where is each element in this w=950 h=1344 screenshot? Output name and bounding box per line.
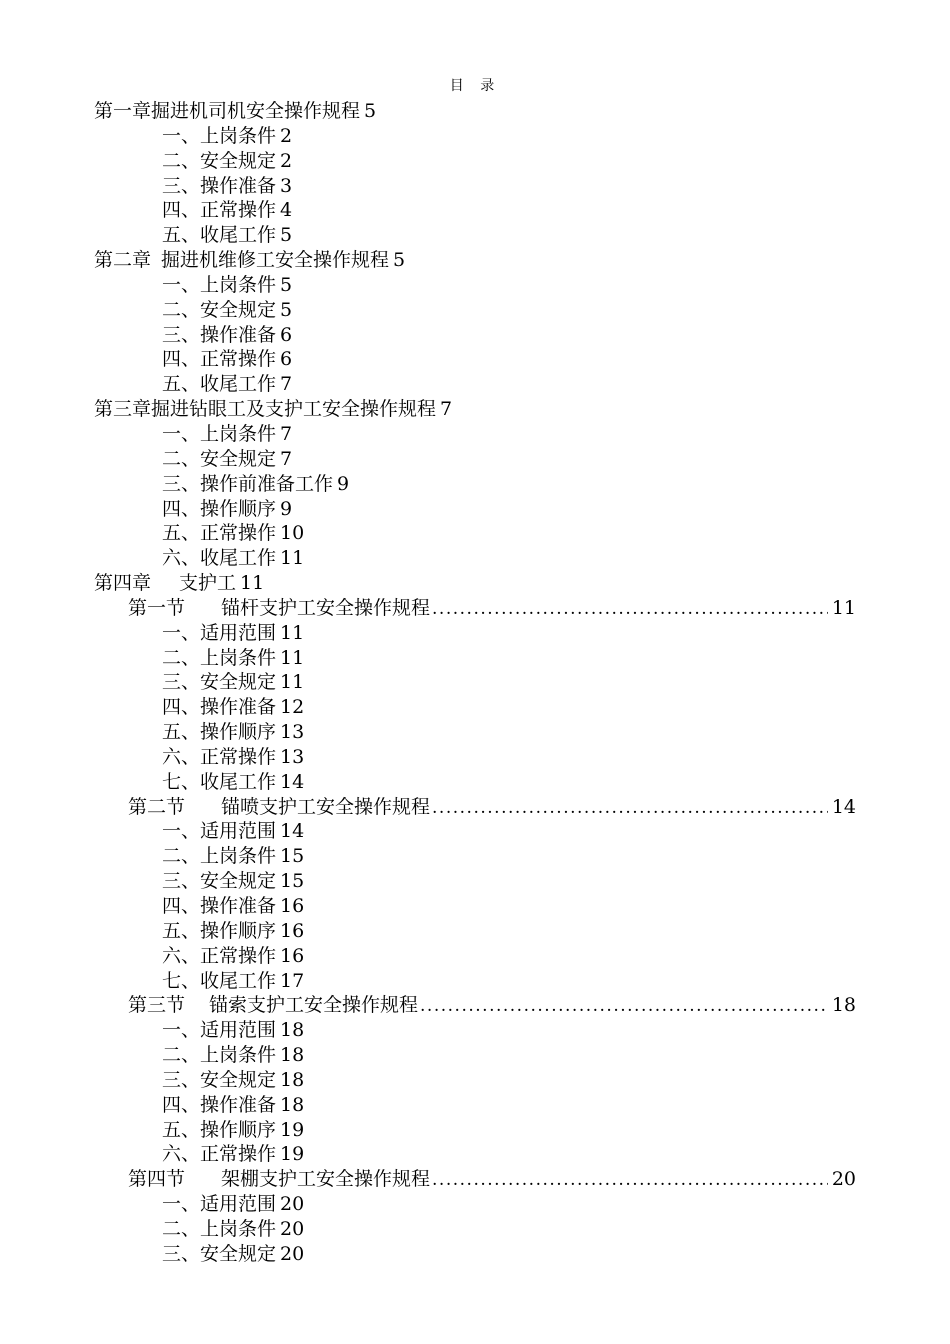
toc-entry-item[interactable] (94, 745, 856, 770)
toc-entry-item[interactable] (94, 347, 856, 372)
toc-item-label: 二、安全规定 (162, 298, 277, 321)
toc-page-number: 19 (280, 1143, 305, 1166)
toc-entry-chapter[interactable] (94, 99, 856, 124)
toc-page-number: 13 (280, 745, 305, 768)
toc-item-label: 七、收尾工作 (162, 969, 277, 992)
toc-item-label: 四、操作顺序 (162, 497, 277, 520)
toc-entry-item[interactable] (94, 497, 856, 522)
toc-item-label: 一、适用范围 (162, 1193, 277, 1216)
toc-entry-item[interactable] (94, 670, 856, 695)
toc-entry-chapter[interactable] (94, 571, 856, 596)
toc-item-label: 六、正常操作 (162, 1143, 277, 1166)
toc-page-number: 19 (280, 1118, 305, 1141)
toc-entry-item[interactable] (94, 1068, 856, 1093)
toc-page-number: 7 (280, 447, 293, 470)
toc-entry-item[interactable] (94, 372, 856, 397)
toc-entry-item[interactable] (94, 1093, 856, 1118)
toc-page-number: 4 (280, 199, 293, 222)
toc-entry-item[interactable] (94, 422, 856, 447)
toc-section-label: 第四节 (128, 1168, 186, 1191)
toc-chapter-label: 第三章 (94, 398, 152, 421)
toc-page-number: 10 (280, 522, 305, 545)
dot-leader (430, 597, 828, 622)
toc-item-label: 二、上岗条件 (162, 1217, 277, 1240)
toc-page-number: 11 (240, 572, 265, 595)
toc-page-number: 16 (280, 944, 305, 967)
toc-page-number: 18 (280, 1068, 305, 1091)
toc-page-number: 6 (280, 348, 293, 371)
toc-item-label: 一、上岗条件 (162, 422, 277, 445)
toc-item-label: 四、操作准备 (162, 1093, 277, 1116)
toc-item-label: 六、正常操作 (162, 944, 277, 967)
toc-page-number: 2 (280, 149, 293, 172)
toc-item-label: 三、安全规定 (162, 870, 277, 893)
toc-item-label: 五、收尾工作 (162, 373, 277, 396)
toc-entry-section[interactable] (94, 795, 856, 820)
toc-section-label: 第三节 (128, 994, 186, 1017)
toc-page-number: 6 (280, 323, 293, 346)
toc-section-label: 第一节 (128, 596, 186, 619)
toc-page-number: 9 (280, 497, 293, 520)
toc-item-label: 三、安全规定 (162, 1242, 277, 1265)
toc-entry-item[interactable] (94, 720, 856, 745)
table-of-contents (94, 99, 856, 1267)
toc-page-number: 18 (280, 1019, 305, 1042)
toc-page-number: 5 (280, 298, 293, 321)
toc-page-number: 13 (280, 721, 305, 744)
toc-item-label: 三、操作准备 (162, 323, 277, 346)
toc-entry-item[interactable] (94, 919, 856, 944)
toc-item-label: 四、操作准备 (162, 895, 277, 917)
toc-page-number: 14 (831, 795, 856, 818)
toc-page-number: 7 (440, 398, 453, 421)
toc-item-label: 二、安全规定 (162, 149, 277, 172)
toc-page-number: 11 (831, 596, 856, 619)
toc-entry-item[interactable] (94, 1192, 856, 1217)
toc-page-number: 20 (280, 1193, 305, 1216)
toc-entry-item[interactable] (94, 521, 856, 546)
toc-title: 目 录 (449, 78, 501, 94)
toc-page-number: 15 (280, 870, 305, 893)
toc-entry-item[interactable] (94, 894, 856, 919)
toc-page-number: 16 (280, 919, 305, 942)
toc-page-number: 7 (280, 373, 293, 396)
toc-item-label: 七、收尾工作 (162, 770, 277, 793)
toc-page-number: 20 (280, 1217, 305, 1240)
toc-entry-item[interactable] (94, 621, 856, 646)
toc-entry-item[interactable] (94, 124, 856, 149)
toc-section-title: 锚杆支护工安全操作规程 (221, 596, 431, 619)
toc-entry-item[interactable] (94, 869, 856, 894)
toc-chapter-label: 第四章 (94, 572, 152, 595)
toc-entry-item[interactable] (94, 1018, 856, 1043)
toc-entry-item[interactable] (94, 546, 856, 571)
dot-leader (430, 796, 828, 821)
toc-entry-item[interactable] (94, 1217, 856, 1242)
toc-item-label: 二、上岗条件 (162, 1044, 277, 1067)
toc-item-label: 四、操作准备 (162, 696, 277, 719)
toc-entry-item[interactable] (94, 969, 856, 994)
toc-page-number: 15 (280, 845, 305, 868)
toc-page-number: 5 (280, 224, 293, 247)
toc-entry-section[interactable] (94, 596, 856, 621)
toc-entry-item[interactable] (94, 770, 856, 795)
toc-page-number: 14 (280, 770, 305, 793)
toc-page-number: 5 (393, 249, 406, 272)
toc-entry-item[interactable] (94, 149, 856, 174)
toc-page-number: 20 (831, 1168, 856, 1191)
toc-chapter-label: 第二章 (94, 249, 152, 272)
toc-page-number: 14 (280, 820, 305, 843)
toc-entry-section[interactable] (94, 1167, 856, 1192)
toc-item-label: 二、上岗条件 (162, 845, 277, 868)
toc-item-label: 一、适用范围 (162, 820, 277, 843)
toc-item-label: 四、正常操作 (162, 199, 277, 222)
toc-page-number: 18 (280, 1044, 305, 1067)
toc-item-label: 六、收尾工作 (162, 547, 277, 570)
toc-entry-item[interactable] (94, 1118, 856, 1143)
toc-item-label: 五、正常操作 (162, 522, 277, 545)
toc-item-label: 五、收尾工作 (162, 224, 277, 247)
toc-entry-item[interactable] (94, 298, 856, 323)
toc-entry-item[interactable] (94, 323, 856, 348)
toc-item-label: 五、操作顺序 (162, 721, 277, 744)
toc-page-number: 7 (280, 422, 293, 445)
toc-entry-item[interactable] (94, 1242, 856, 1267)
toc-chapter-title: 掘进机维修工安全操作规程 (161, 249, 390, 272)
dot-leader (430, 1168, 828, 1193)
toc-item-label: 四、正常操作 (162, 348, 277, 371)
toc-chapter-title: 掘进钻眼工及支护工安全操作规程 (151, 398, 437, 421)
toc-entry-item[interactable] (94, 273, 856, 298)
toc-page-number: 12 (280, 696, 305, 719)
toc-entry-chapter[interactable] (94, 397, 856, 422)
toc-entry-section[interactable] (94, 993, 856, 1018)
toc-chapter-label: 第一章 (94, 100, 152, 122)
toc-item-label: 二、安全规定 (162, 447, 277, 470)
toc-item-label: 一、上岗条件 (162, 124, 277, 147)
toc-entry-item[interactable] (94, 447, 856, 472)
toc-page-number: 2 (280, 124, 293, 147)
toc-entry-item[interactable] (94, 819, 856, 844)
toc-page-number: 9 (337, 472, 350, 495)
toc-page-number: 18 (280, 1093, 305, 1116)
toc-chapter-title: 支护工 (179, 572, 237, 595)
toc-section-title: 架棚支护工安全操作规程 (221, 1168, 431, 1191)
toc-item-label: 五、操作顺序 (162, 919, 277, 942)
toc-item-label: 三、安全规定 (162, 671, 277, 694)
toc-item-label: 六、正常操作 (162, 745, 277, 768)
toc-entry-item[interactable] (94, 1142, 856, 1167)
toc-page-number: 11 (280, 671, 305, 694)
toc-item-label: 一、适用范围 (162, 621, 277, 644)
dot-leader (418, 994, 828, 1019)
toc-entry-chapter[interactable] (94, 248, 856, 273)
toc-page-number: 18 (831, 994, 856, 1017)
toc-page-number: 17 (280, 969, 305, 992)
toc-page-number: 11 (280, 621, 305, 644)
toc-item-label: 二、上岗条件 (162, 646, 277, 669)
toc-page-number: 11 (280, 547, 305, 570)
toc-section-label: 第二节 (128, 795, 186, 818)
toc-entry-item[interactable] (94, 223, 856, 248)
toc-page-number: 5 (280, 273, 293, 296)
toc-item-label: 三、操作前准备工作 (162, 472, 334, 495)
toc-entry-item[interactable] (94, 646, 856, 671)
toc-page-number: 5 (364, 100, 377, 122)
toc-item-label: 三、安全规定 (162, 1068, 277, 1091)
toc-chapter-title: 掘进机司机安全操作规程 (151, 100, 361, 122)
toc-entry-item[interactable] (94, 695, 856, 720)
toc-entry-item[interactable] (94, 844, 856, 869)
toc-entry-item[interactable] (94, 174, 856, 199)
toc-entry-item[interactable] (94, 944, 856, 969)
toc-page-number: 3 (280, 174, 293, 197)
toc-page-number: 20 (280, 1242, 305, 1265)
toc-entry-item[interactable] (94, 1043, 856, 1068)
toc-item-label: 一、上岗条件 (162, 273, 277, 296)
toc-page-number: 16 (280, 895, 305, 917)
toc-entry-item[interactable] (94, 472, 856, 497)
toc-item-label: 一、适用范围 (162, 1019, 277, 1042)
toc-section-title: 锚索支护工安全操作规程 (209, 994, 419, 1017)
toc-entry-item[interactable] (94, 198, 856, 223)
toc-item-label: 五、操作顺序 (162, 1118, 277, 1141)
toc-page-number: 11 (280, 646, 305, 669)
toc-section-title: 锚喷支护工安全操作规程 (221, 795, 431, 818)
toc-item-label: 三、操作准备 (162, 174, 277, 197)
